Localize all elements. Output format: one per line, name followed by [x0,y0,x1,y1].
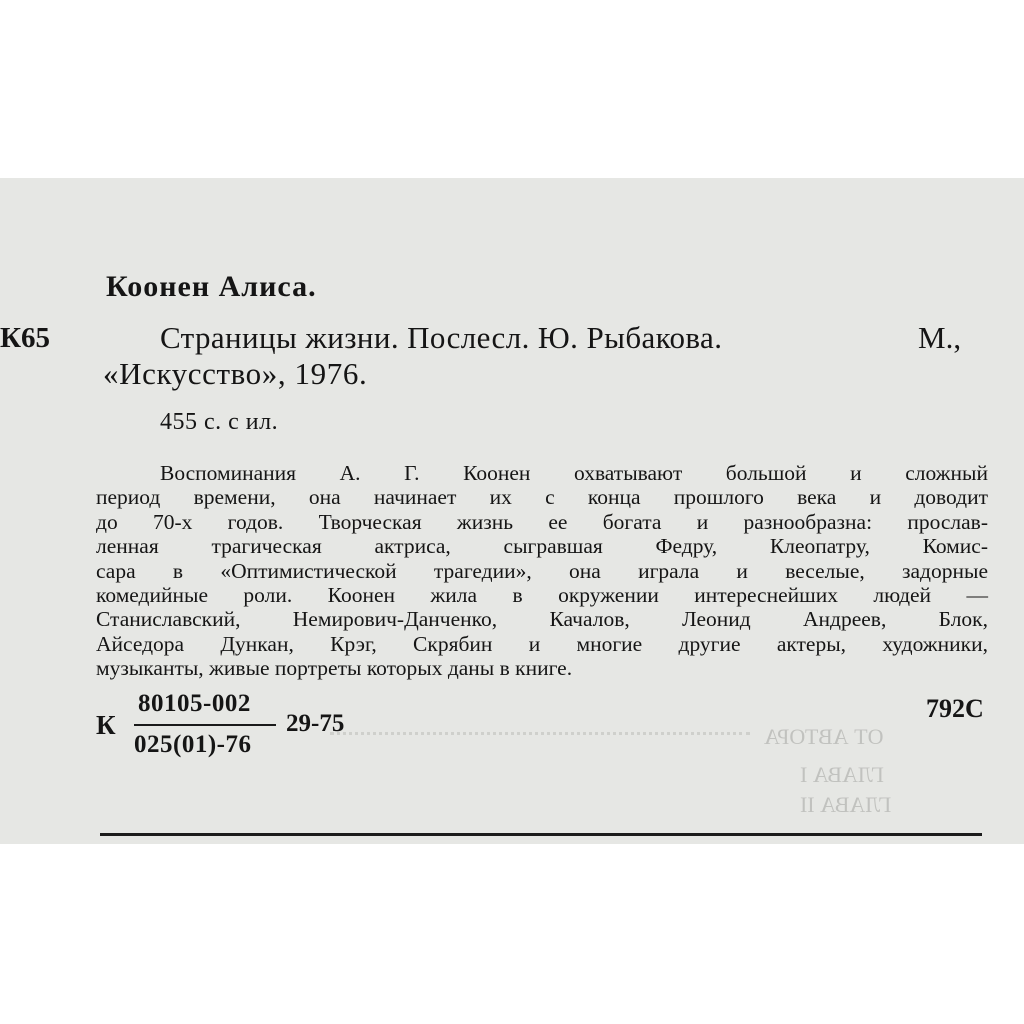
catalog-card-photo [0,178,1024,844]
abstract-line: до 70-х годов. Творческая жизнь ее богата и разнообразна: прослав- [96,509,988,534]
bleed-through-text-1: ОТ АВТОРА [764,724,884,749]
abstract [96,461,988,681]
index-letter: К [96,710,116,740]
bottom-rule [100,833,982,836]
page-count: 455 с. с ил. [160,409,279,435]
bleed-through-text-3: ГЛАВА II [800,792,892,817]
abstract-line: музыканты, живые портреты которых даны в книге. [96,656,573,681]
abstract-line: комедийные роли. Коонен жила в окружении интереснейших людей — [96,583,988,608]
abstract-line: Станиславский, Немирович-Данченко, Качалов, Леонид Андреев, Блок, [96,607,988,632]
classification-code: К65 [0,322,51,354]
abstract-line: Айседора Дункан, Крэг, Скрябин и многие другие актеры, художники, [96,631,988,656]
title-line-1-place: М., [918,320,962,355]
bleed-through-text-2: ГЛАВА I [800,762,884,787]
fraction-line [134,724,276,726]
index-code: 29-75 [286,710,345,737]
abstract-line: период времени, она начинает их с конца прошлого века и доводит [96,485,988,510]
price-code: 792С [926,694,984,723]
index-numerator: 80105-002 [138,690,251,717]
author-name: Коонен Алиса. [106,270,317,303]
title-line-2: «Искусство», 1976. [103,356,368,391]
abstract-line: сара в «Оптимистической трагедии», она играла и веселые, задорные [96,558,988,583]
abstract-line: Воспоминания А. Г. Коонен охватывают большой и сложный [160,461,988,485]
abstract-line: ленная трагическая актриса, сыгравшая Федру, Клеопатру, Комис- [96,534,988,559]
index-denominator: 025(01)-76 [134,731,252,758]
bleed-through-dots [330,732,750,735]
title-line-1: Страницы жизни. Послесл. Ю. Рыбакова. [160,320,723,355]
